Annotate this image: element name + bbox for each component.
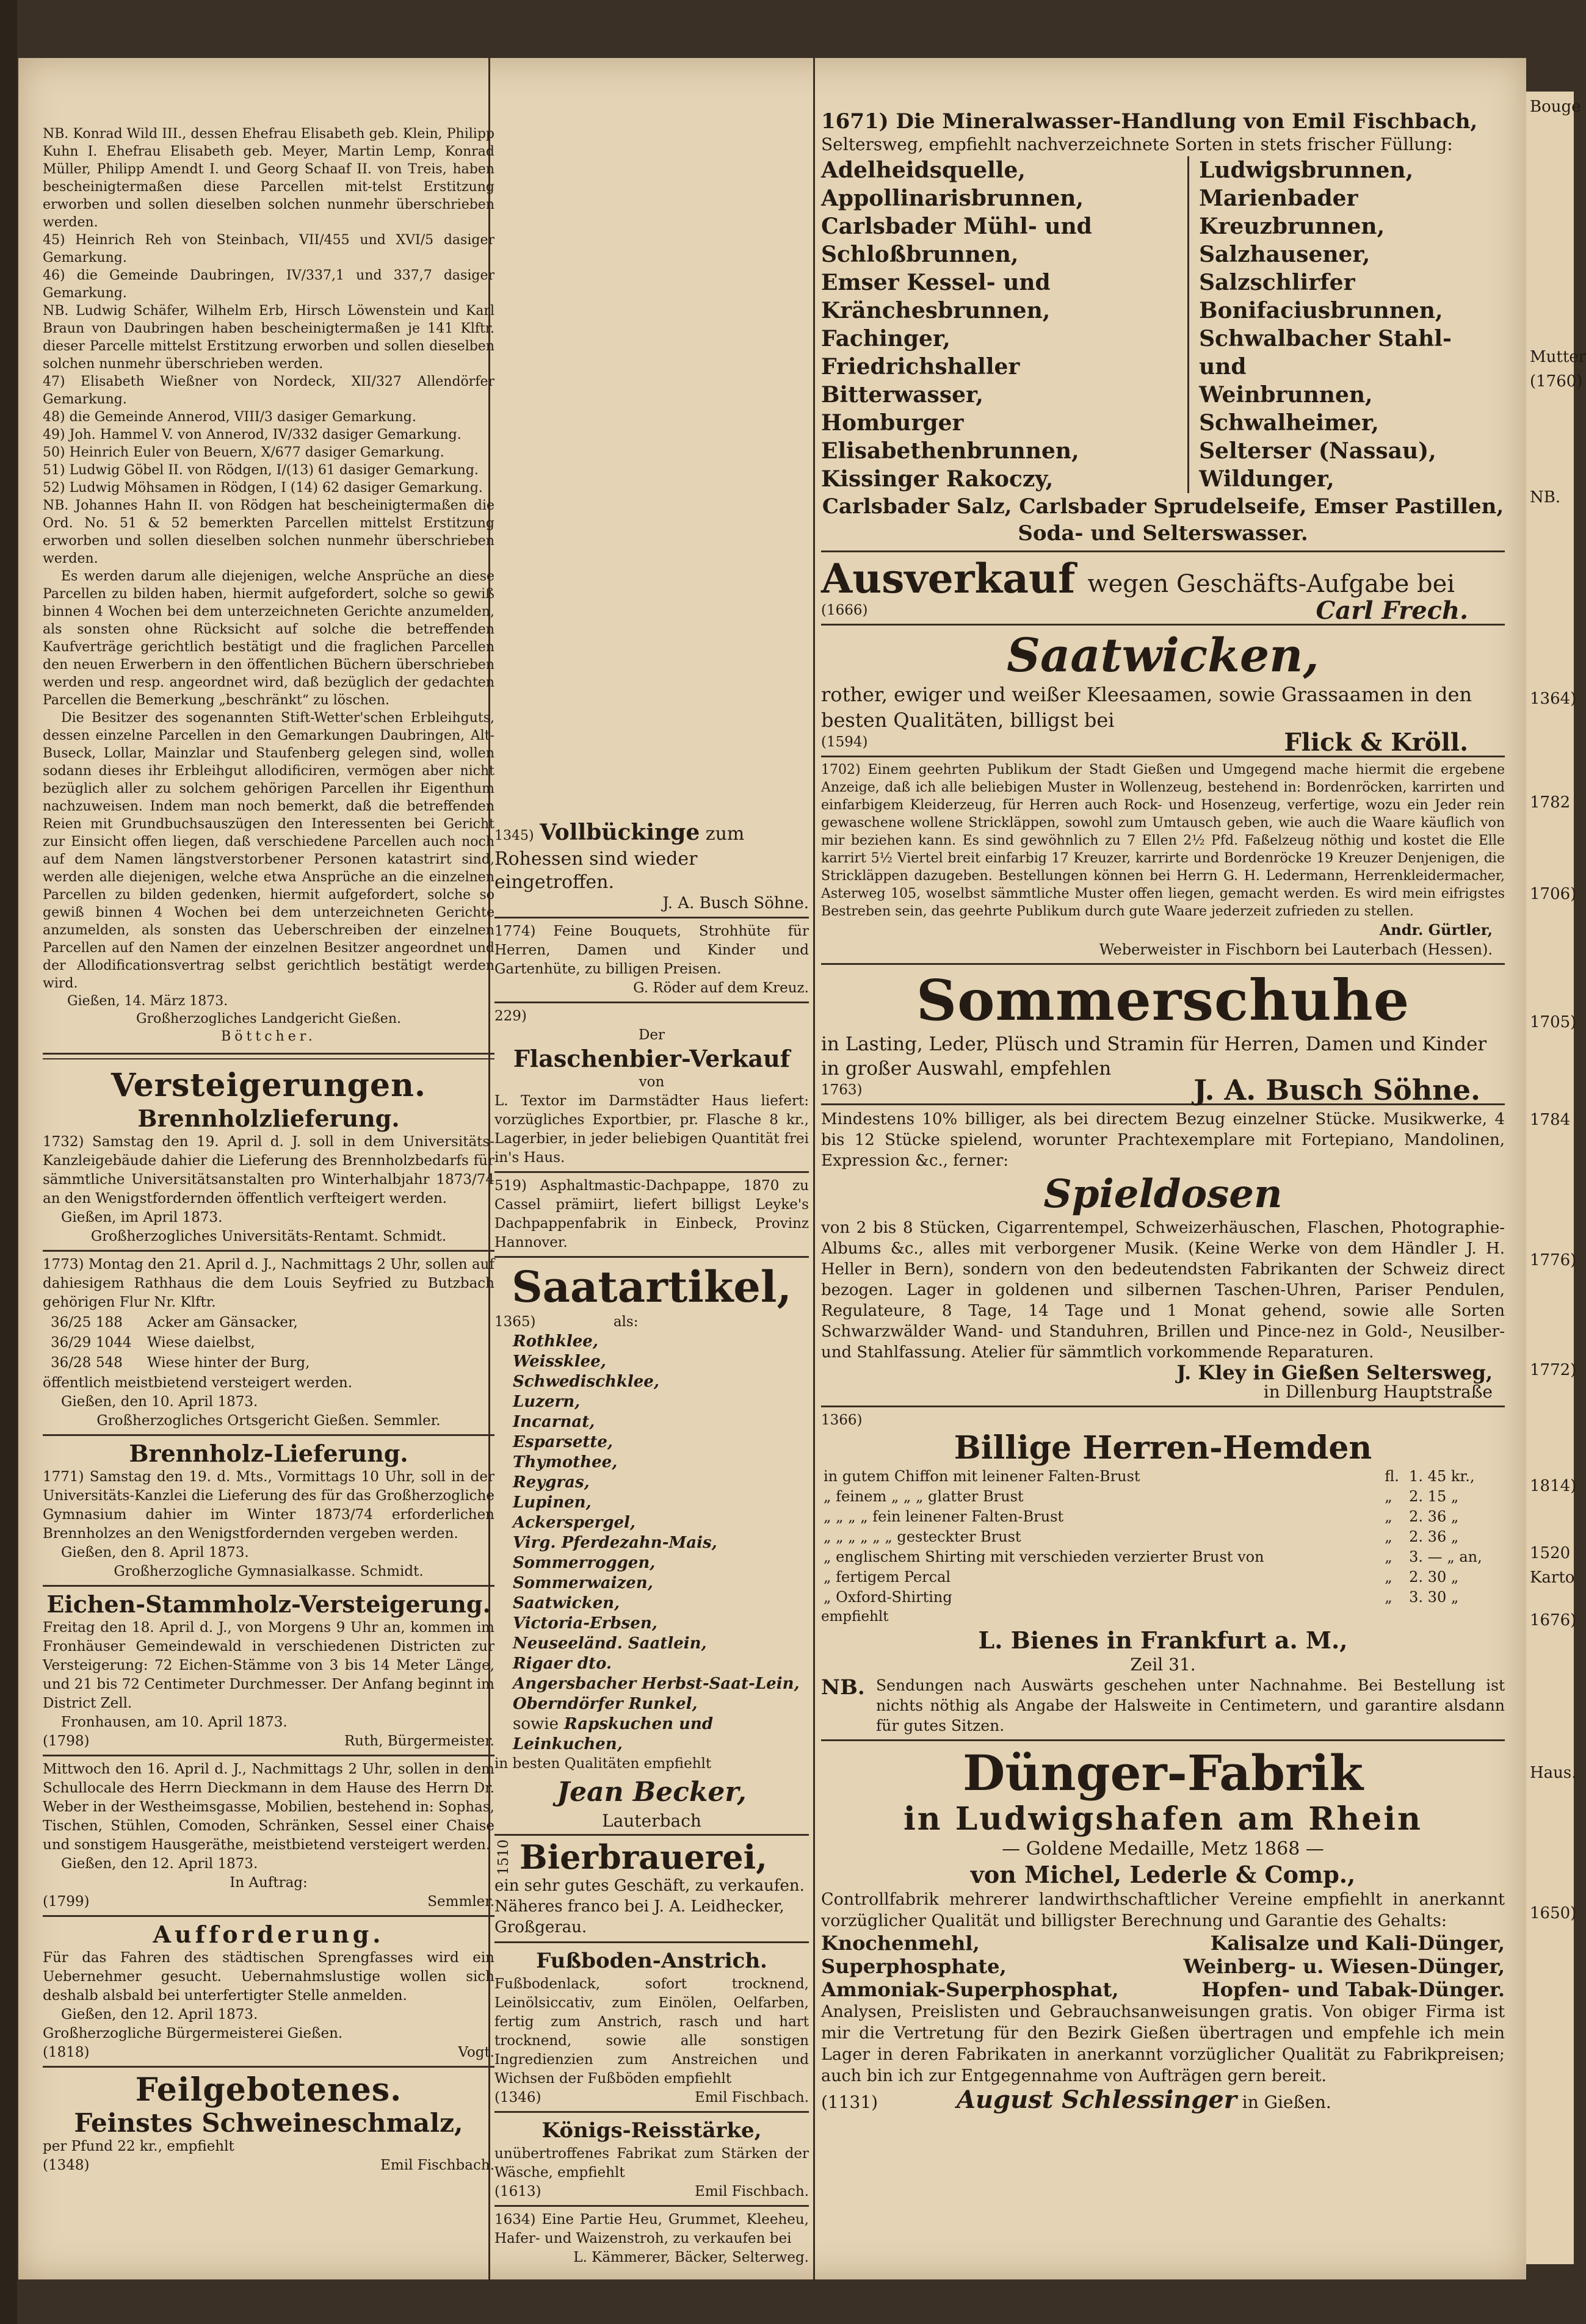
ad-date: Gießen, den 12. April 1873. — [61, 1856, 258, 1872]
ad-date: Gießen, den 10. April 1873. — [61, 1394, 258, 1410]
ad-saatartikel — [494, 1261, 809, 1836]
ad-sowie: sowie — [513, 1715, 559, 1733]
ad-subline: Seltersweg, empfiehlt nachverzeichnete Sorten in stets frischer Füllung: — [821, 134, 1453, 154]
folio-snippet: 1364) — [1530, 690, 1577, 708]
ad-date: Gießen, im April 1873. — [61, 1210, 223, 1225]
ad-header — [821, 556, 1505, 601]
item-price: 3. 30 „ — [1409, 1589, 1459, 1606]
list-item: Marienbader Kreuzbrunnen, — [1199, 186, 1385, 239]
item-currency: „ — [1385, 1548, 1392, 1565]
folio-snippet: Haus. — [1530, 1764, 1577, 1782]
ad-number: 1763) — [821, 1082, 863, 1098]
list-item: Ammoniak-Superphosphat, — [821, 1978, 1119, 2001]
list-item: Schwedischklee, — [513, 1373, 659, 1391]
ad-signature: Semmler. — [427, 1894, 494, 1910]
list-item: Superphosphate, — [821, 1955, 1007, 1978]
ad-tail: Analysen, Preislisten und Gebrauchsanweisungen gratis. Von obiger Firma ist mir die Vertretung für den Bezirk Gießen übertragen und empfehle ich mein Lager in deren Fabrikaten in anerkannt vorzüglicher Qualität zu Fabrikpreisen; auch bin ich zur Entgegennahme von Aufträgen gern bereit. — [821, 2002, 1505, 2085]
ad-subtitle: in Ludwigshafen am Rhein — [903, 1800, 1422, 1838]
list-item: Rapskuchen und Leinkuchen, — [513, 1715, 714, 1753]
ad-tail: Carlsbader Salz, Carlsbader Sprudelseife, Emser Pastillen, Soda- und Selterswasser. — [822, 494, 1504, 546]
ad-acker — [43, 1255, 494, 1436]
ad-signature: Großherzogliches Ortsgericht Gießen. Semmler. — [96, 1413, 441, 1429]
ad-signature: J. Kley in Gießen Seltersweg, — [1176, 1361, 1493, 1384]
list-item: Incarnat, — [513, 1413, 595, 1431]
ad-text: Freitag den 18. April d. J., von Morgens 9 Uhr an, kommen im Fronhäuser Gemeindewald in verschiedenen Districten zur Versteigerung: 72 Eichen-Stämme von 3 bis 14 Meter Länge, und 21 bis 72 Centimeter Durchmesser. Der Anfang beginnt im District Zell. — [43, 1620, 494, 1711]
ad-title: Brennholz-Lieferung. — [129, 1440, 408, 1467]
ad-als: als: — [613, 1314, 639, 1330]
ad-number: (1613) — [494, 2183, 541, 2200]
parcel-size: 188 — [96, 1315, 123, 1330]
ad-ausverkauf — [821, 556, 1505, 626]
list-item: Kissinger Rakoczy, — [821, 466, 1054, 492]
ad-text: 519) Asphaltmastic-Dachpappe, 1870 zu Cassel prämiirt, liefert billigst Leyke's Dachpappenfabrik in Einbeck, Provinz Hannover. — [494, 1178, 809, 1250]
fertilizer-list-left — [821, 1932, 1163, 2001]
price-table — [821, 1467, 1505, 1608]
list-item: Sommerroggen, — [513, 1554, 656, 1572]
ad-eichen — [43, 1590, 494, 1756]
list-item: Virg. Pferdezahn-Mais, — [513, 1534, 717, 1552]
table-row — [50, 1333, 310, 1352]
folio-snippet: 1520 — [1530, 1544, 1571, 1562]
list-item: Emser Kessel- und Kränchesbrunnen, — [821, 270, 1051, 323]
column-rule — [813, 58, 815, 2279]
ad-number: (1666) — [821, 602, 868, 618]
list-item: Ackerspergel, — [513, 1514, 635, 1532]
ad-place: Weberweister in Fischborn bei Lauterbach (Hessen). — [1099, 941, 1493, 958]
list-item: Angersbacher Herbst-Saat-Lein, — [513, 1675, 800, 1693]
item-price: 2. 36 „ — [1409, 1508, 1459, 1525]
ad-number-als — [494, 1313, 809, 1332]
table-row — [821, 1547, 1505, 1567]
ad-signature: J. A. Busch Söhne. — [662, 894, 809, 912]
ad-title: Brennholzlieferung. — [137, 1105, 400, 1132]
item-currency: „ — [1385, 1528, 1392, 1545]
folio-snippet: Mutter — [1530, 348, 1586, 366]
ad-signature: G. Röder auf dem Kreuz. — [633, 980, 809, 996]
list-item: Friedrichshaller Bitterwasser, — [821, 354, 1020, 408]
ad-number: (1348) — [43, 2157, 90, 2173]
list-item: Schwalheimer, — [1199, 410, 1379, 436]
folio-snippet: 1814) — [1530, 1477, 1577, 1495]
ad-footer — [821, 596, 1505, 625]
ad-nb — [821, 1675, 1505, 1736]
ad-number: (1799) — [43, 1894, 90, 1910]
item-price: 2. 15 „ — [1409, 1488, 1459, 1505]
legal-line: NB. Ludwig Schäfer, Wilhelm Erb, Hirsch Löwenstein und Karl Braun von Daubringen haben bescheinigtermaßen je 141 Klftr. dieser Parcelle mittelst Erstitzung erworben und sollen dieselben solchen nunmehr überschrieben werden. — [43, 303, 494, 372]
ad-headline: 1671) Die Mineralwasser-Handlung von Emil Fischbach, — [821, 109, 1478, 134]
ad-signature: Emil Fischbach. — [380, 2157, 494, 2173]
water-list-right — [1189, 156, 1505, 493]
ad-text: Für das Fahren des städtischen Sprengfasses wird ein Uebernehmer gesucht. Uebernahmslustige wollen sich deshalb alsbald bei unterfertigter Stelle anmelden. — [43, 1950, 494, 2004]
ad-title: Billige Herren-Hemden — [954, 1429, 1372, 1467]
ad-text: 1773) Montag den 21. April d. J., Nachmittags 2 Uhr, sollen auf dahiesigem Rathhaus die dem Louis Seyfried zu Butzbach gehörigen Flur Nr. Klftr. — [43, 1257, 494, 1310]
list-item: Fachinger, — [821, 326, 951, 352]
ad-footer — [43, 2043, 494, 2062]
parcel-desc: Wiese hinter der Burg, — [147, 1355, 310, 1371]
ad-asphalt — [494, 1177, 809, 1258]
ad-text: zum Rohessen sind wieder eingetroffen. — [494, 823, 745, 893]
item-desc: „ „ „ „ fein leinener Falten-Brust — [824, 1508, 1064, 1525]
ad-footer — [821, 728, 1505, 757]
ad-text: rother, ewiger und weißer Kleesaamen, sowie Grassaamen in den besten Qualitäten, billigst bei — [821, 683, 1472, 732]
legal-line: Es werden darum alle diejenigen, welche Ansprüche an diese Parcellen zu bilden haben, hiermit aufgefordert, solche so gewiß binnen 4 Wochen bei dem unterzeichneten Gerichte anzumelden, als sonsten ohne Rücksicht auf solche die betreffenden Kaufverträge gerichtlich bestätigt und die fraglichen Parcellen den neuen Erwerbern in den öffentlichen Büchern überschrieben werden und resp. angeordnet wird, daß bezüglich der gedachten Parcellen die Bemerkung „beschränkt“ zu löschen. — [43, 569, 494, 708]
column-right — [821, 110, 1505, 2279]
ad-title: Feinstes Schweineschmalz, — [74, 2108, 463, 2138]
parcel-size: 1044 — [96, 1335, 132, 1351]
list-item: Sommerwaizen, — [513, 1574, 653, 1592]
ad-text: Controllfabrik mehrerer landwirthschaftlicher Vereine empfiehlt in anerkannt vorzüglicher Qualität und billigster Berechnung und Garantie des Gehalts: — [821, 1890, 1505, 1930]
list-item: Oberndörfer Runkel, — [513, 1695, 698, 1713]
list-item: Thymothee, — [513, 1453, 618, 1471]
ad-brennholz-1 — [43, 1105, 494, 1252]
list-item: Weinbrunnen, — [1199, 382, 1373, 408]
ad-signature: Emil Fischbach. — [695, 2089, 809, 2106]
legal-notice — [43, 125, 494, 1045]
item-price: 2. 36 „ — [1409, 1528, 1459, 1545]
ad-signature: Großherzogliches Universitäts-Rentamt. Schmidt. — [90, 1229, 447, 1244]
ad-title: Eichen-Stammholz-Versteigerung. — [46, 1590, 491, 1618]
ad-address: Zeil 31. — [1130, 1655, 1196, 1675]
ad-von: von — [639, 1074, 665, 1090]
item-currency: „ — [1385, 1488, 1392, 1505]
folio-snippet: 1782 — [1530, 793, 1571, 812]
list-item: Selterser (Nassau), — [1199, 438, 1436, 464]
ad-title: Dünger-Fabrik — [962, 1744, 1364, 1802]
ad-number: 1510 — [496, 1839, 512, 1875]
ad-signature: August Schlessinger — [957, 2085, 1237, 2114]
ad-date: Gießen, den 12. April 1873. — [61, 2007, 258, 2023]
ad-text: 1774) Feine Bouquets, Strohhüte für Herren, Damen und Kinder und Gartenhüte, zu billigen Preisen. — [494, 923, 809, 977]
ad-medal: — Goldene Medaille, Metz 1868 — — [1002, 1838, 1324, 1860]
ad-reisstaerke — [494, 2116, 809, 2207]
table-row — [50, 1313, 310, 1332]
ad-signature: Flick & Kröll. — [1284, 728, 1468, 757]
ad-title: Saatartikel, — [512, 1261, 792, 1312]
legal-signature: Böttcher. — [221, 1029, 316, 1044]
ad-title: Aufforderung. — [153, 1921, 385, 1948]
ad-text: unübertroffenes Fabrikat zum Stärken der Wäsche, empfiehlt — [494, 2145, 809, 2181]
item-currency: fl. — [1385, 1468, 1399, 1485]
ad-spieldosen — [821, 1109, 1505, 1407]
legal-line: 48) die Gemeinde Annerod, VIII/3 dasiger Gemarkung. — [43, 410, 416, 425]
table-row — [821, 1567, 1505, 1587]
ad-footer — [43, 2156, 494, 2175]
ad-headline — [494, 821, 809, 894]
ad-footer — [494, 2182, 809, 2201]
list-item: Wildunger, — [1199, 466, 1334, 492]
ad-number: (1594) — [821, 734, 868, 750]
ad-text: L. Textor im Darmstädter Haus liefert: vorzügliches Exportbier, pr. Flasche 8 kr., Lagerbier, in jeder beliebigen Quantität frei in's Haus. — [494, 1093, 809, 1166]
table-row — [821, 1507, 1505, 1527]
ad-schweineschmalz — [43, 2109, 494, 2175]
ad-mobilien — [43, 1760, 494, 1917]
nb-text: Sendungen nach Auswärts geschehen unter Nachnahme. Bei Bestellung ist nichts nöthig als Angabe der Halsweite in Centimetern, und garantire alsdann für gutes Sitzen. — [876, 1676, 1505, 1734]
list-item: Salzhausener, — [1199, 242, 1371, 267]
adjacent-page-edge — [1526, 92, 1586, 2264]
item-desc: „ „ „ „ „ „ gesteckter Brust — [824, 1528, 1021, 1545]
ad-signature: Andr. Gürtler, — [1379, 921, 1493, 939]
nb-label: NB. — [821, 1675, 865, 1700]
list-item: Victoria-Erbsen, — [513, 1614, 657, 1633]
item-price: 2. 30 „ — [1409, 1568, 1459, 1586]
ad-place: in Dillenburg Hauptstraße — [1263, 1382, 1493, 1402]
folio-snippet: NB. — [1530, 488, 1561, 507]
parcel-no: 36/25 — [51, 1315, 92, 1330]
section-title-versteigerungen: Versteigerungen. — [111, 1067, 426, 1104]
ad-duenger-fabrik — [821, 1745, 1505, 2116]
ad-number: 1345) — [494, 828, 534, 843]
parcel-table — [49, 1312, 311, 1374]
folio-snippet: Bouge — [1530, 98, 1581, 116]
folio-snippet: 1784 — [1530, 1111, 1571, 1129]
column-left — [43, 125, 494, 2279]
folio-snippet: 1705) — [1530, 1013, 1577, 1031]
folio-snippet: 1772) — [1530, 1361, 1577, 1379]
list-item: Rothklee, — [513, 1332, 598, 1351]
list-item: Carlsbader Mühl- und — [821, 214, 1092, 239]
legal-line: 45) Heinrich Reh von Steinbach, VII/455 und XVI/5 dasiger Gemarkung. — [43, 233, 494, 265]
legal-line: NB. Konrad Wild III., dessen Ehefrau Elisabeth geb. Klein, Philipp Kuhn I. Ehefrau Elisabeth geb. Meyer, Martin Lemp, Konrad Müller, Philipp Amendt I. und Georg Schaaf II. von Treis, haben bescheinigtermaßen diese Parcellen mit-telst Erstitzung erworben und sollen dieselben solchen nunmehr überschrieben werden. — [43, 126, 494, 230]
column-middle — [494, 821, 809, 2279]
ad-signature: L. Kämmerer, Bäcker, Selterweg. — [573, 2249, 809, 2265]
ad-empfiehlt: empfiehlt — [821, 1609, 889, 1625]
ad-signature: L. Bienes in Frankfurt a. M., — [978, 1626, 1348, 1654]
ad-signature: Vogt. — [458, 2044, 494, 2060]
ad-text: in Lasting, Leder, Plüsch und Stramin für Herren, Damen und Kinder in großer Auswahl, empfehlen — [821, 1033, 1487, 1080]
list-item: Homburger Elisabethenbrunnen, — [821, 410, 1079, 464]
ad-text: wegen Geschäfts-Aufgabe bei — [1087, 570, 1455, 598]
item-currency: „ — [1385, 1508, 1392, 1525]
ad-text: 1634) Eine Partie Heu, Grummet, Kleeheu, Hafer- und Waizenstroh, zu verkaufen bei — [494, 2211, 809, 2246]
ad-text: öffentlich meistbietend versteigert werden. — [43, 1375, 353, 1391]
divider — [43, 1053, 494, 1059]
water-list-left — [821, 156, 1189, 493]
ad-vollbueckinge — [494, 821, 809, 918]
ad-number: (1131) — [821, 2092, 878, 2112]
legal-line: 46) die Gemeinde Daubringen, IV/337,1 und 337,7 dasiger Gemarkung. — [43, 268, 494, 301]
ad-signature: Emil Fischbach. — [695, 2183, 809, 2200]
ad-signature: Carl Frech. — [1316, 596, 1468, 625]
item-currency: „ — [1385, 1568, 1392, 1586]
ad-text: Mittwoch den 16. April d. J., Nachmittags 2 Uhr, sollen in dem Schullocale des Herrn Dieckmann in dem Hause des Herrn Dr. Weber in der Westheimsgasse, Mobilien, bestehend in: Sophas, Tischen, Stühlen, Comoden, Schränken, Sessel einer Chaise und sonstigem Hausgeräthe, meistbietend versteigert werden. — [43, 1761, 494, 1853]
legal-line: 47) Elisabeth Wießner von Nordeck, XII/327 Allendörfer Gemarkung. — [43, 374, 494, 407]
ad-fussboden — [494, 1947, 809, 2113]
list-item: Neuseeländ. Saatlein, — [513, 1634, 707, 1653]
folio-snippet: 1676) — [1530, 1611, 1577, 1629]
item-desc: „ fertigem Percal — [824, 1568, 951, 1586]
ad-place: in Gießen. — [1242, 2092, 1331, 2112]
list-item: Hopfen- und Tabak-Dünger. — [1201, 1978, 1505, 2001]
list-item: Schwalbacher Stahl- und — [1199, 326, 1452, 380]
water-list — [821, 156, 1505, 493]
ad-aufforderung — [43, 1921, 494, 2068]
ad-title: Saatwicken, — [1007, 628, 1319, 682]
ad-signature: J. A. Busch Söhne. — [1193, 1074, 1480, 1106]
ad-signature: Großherzogliche Gymnasialkasse. Schmidt. — [114, 1564, 424, 1579]
parcel-desc: Wiese daielbst, — [147, 1335, 255, 1351]
folio-snippet: 1650) — [1530, 1904, 1577, 1922]
list-item: Ludwigsbrunnen, — [1199, 157, 1414, 183]
ad-signature: Ruth, Bürgermeister. — [344, 1733, 494, 1749]
item-desc: in gutem Chiffon mit leinener Falten-Brust — [824, 1468, 1140, 1485]
ad-signature: Jean Becker, — [557, 1777, 747, 1808]
fertilizer-list-right — [1163, 1932, 1505, 2001]
ad-number: (1818) — [43, 2044, 90, 2060]
ad-number: (1798) — [43, 1733, 90, 1749]
ad-title: Sommerschuhe — [916, 967, 1410, 1033]
ad-place: Lauterbach — [602, 1811, 701, 1831]
ad-bierbrauerei — [494, 1839, 809, 1943]
ad-title: Flaschenbier-Verkauf — [513, 1045, 791, 1072]
list-item: Kalisalze und Kali-Dünger, — [1210, 1932, 1505, 1955]
ad-wollenzeug — [821, 761, 1505, 965]
legal-line: Die Besitzer des sogenannten Stift-Wetter'schen Erbleihguts, dessen einzelne Parcellen in den Gemarkungen Daubringen, Alt-Buseck, Lollar, Mainzlar und Staufenberg gelegen sind, wollen sodann dieses ihr Erbleihgut allodificiren, vermögen aber nicht bezüglich aller zu solchem gehörigen Parcellen ihr Eigenthum nachzuweisen. Indem man noch bemerkt, daß die betreffenden Reien mit Grundbuchsauszügen den Interessenten bei Gericht zur Einsicht offen liegen, daß verschiedene Parcellen auch noch auf dem Namen längstverstorbener Personen katastrirt sind, werden alle diejenigen, welche etwa Ansprüche an die einzelnen Parcellen zu bilden gedenken, hiermit aufgefordert, solche so gewiß binnen 4 Wochen bei dem unterzeichneten Gerichte anzumelden, als sonsten das Ueberschreiben der einzelnen Parcellen auf den Namen der einzelnen Besitzer angeordnet und der Allodificationsvertrag selbst gerichtlich bestätigt werden wird. — [43, 710, 494, 991]
ad-footer — [821, 1074, 1505, 1106]
ad-footer — [43, 1732, 494, 1751]
parcel-size: 548 — [96, 1355, 123, 1371]
ad-footer — [494, 2088, 809, 2107]
table-row — [821, 1527, 1505, 1547]
list-item: Esparsette, — [513, 1433, 613, 1451]
list-item: Weinberg- u. Wiesen-Dünger, — [1183, 1955, 1505, 1978]
ad-text: ein sehr gutes Geschäft, zu verkaufen. Näheres franco bei J. A. Leidhecker, Großgerau. — [494, 1876, 805, 1936]
ad-firm: von Michel, Lederle & Comp., — [970, 1861, 1356, 1888]
item-desc: „ feinem „ „ „ glatter Brust — [824, 1488, 1024, 1505]
ad-header — [494, 1839, 809, 1875]
ad-text: 1732) Samstag den 19. April d. J. soll in dem Universitäts-Kanzleigebäude dahier die Lieferung des Brennholzbedarfs für sämmtliche Universitätsanstalten pro Winterhalbjahr 1873/74 an den Wenigstfordernden öffentlich verfteigert werden. — [43, 1134, 494, 1207]
ad-heu — [494, 2210, 809, 2267]
ad-date: Gießen, den 8. April 1873. — [61, 1545, 249, 1561]
table-row — [50, 1354, 310, 1373]
list-item: Salzschlirfer Bonifaciusbrunnen, — [1199, 270, 1443, 323]
table-row — [821, 1487, 1505, 1507]
ad-brennholz-2 — [43, 1440, 494, 1587]
newspaper-page — [18, 58, 1526, 2279]
ad-office: Großherzogliche Bürgermeisterei Gießen. — [43, 2026, 343, 2041]
list-item: Reygras, — [513, 1473, 590, 1492]
ad-saatwicken — [821, 629, 1505, 757]
table-row — [821, 1587, 1505, 1608]
parcel-desc: Acker am Gänsacker, — [147, 1315, 298, 1330]
folio-snippet: 1776) — [1530, 1251, 1577, 1269]
ad-title: Spieldosen — [1043, 1171, 1283, 1217]
ad-number: 1366) — [821, 1412, 863, 1428]
ad-title: Ausverkauf — [821, 555, 1076, 602]
ad-number: 229) — [494, 1008, 527, 1024]
item-price: 1. 45 kr., — [1409, 1468, 1475, 1485]
ad-title: Fußboden-Anstrich. — [536, 1948, 767, 1973]
ad-title: Bierbrauerei, — [520, 1838, 767, 1877]
ad-text: per Pfund 22 kr., empfiehlt — [43, 2138, 234, 2154]
folio-snippet: 1706) — [1530, 885, 1577, 903]
item-desc: „ Oxford-Shirting — [824, 1589, 952, 1606]
ad-text: Fußbodenlack, sofort trocknend, Leinölsiccativ, zum Einölen, Oelfarben, fertig zum Anstrich, rasch und hart trocknend, sowie alle sonstigen Ingredienzien zum Anstreichen und Wichsen der Fußböden empfiehlt — [494, 1976, 809, 2087]
book-binding-edge — [0, 0, 17, 2324]
list-item: Saatwicken, — [513, 1594, 620, 1612]
ad-title: Königs-Reisstärke, — [541, 2118, 762, 2143]
ad-bouquets — [494, 922, 809, 1003]
ad-text: von 2 bis 8 Stücken, Cigarrentempel, Schweizerhäuschen, Flaschen, Photographie-Albums &c., alles mit verborgener Musik. (Keine Werke von dem Händler J. H. Heller in Bern), sondern von den bedeutendsten Fabrikanten der Schweiz direct bezogen. Lager in goldenen und silbernen Taschen-Uhren, Pariser Pendulen, Regulateure, 8 Tage, 14 Tage und 1 Monat gehend, sowie alle Sorten Schwarzwälder Wand- und Standuhren, Brillen und Pince-nez in Gold-, Neusilber- und Stahlfassung. Atelier für sämmtlich vorkommende Reparaturen. — [821, 1219, 1505, 1362]
list-item: Weissklee, — [513, 1352, 606, 1371]
folio-snippet: (1760) — [1530, 372, 1583, 391]
legal-date: Gießen, 14. März 1873. — [67, 994, 228, 1009]
ad-title: Vollbückinge — [540, 820, 700, 845]
list-item: Rigaer dto. — [513, 1655, 612, 1673]
ad-number: 1365) — [494, 1314, 536, 1330]
item-price: 3. — „ an, — [1409, 1548, 1482, 1565]
legal-line: NB. Johannes Hahn II. von Rödgen hat bescheinigtermaßen die Ord. No. 51 & 52 bemerkten Parcellen mittelst Erstitzung erworben und sollen dieselben solchen nunmehr überschrieben werden. — [43, 498, 494, 566]
list-item: Luzern, — [513, 1393, 581, 1411]
ad-text: 1771) Samstag den 19. d. Mts., Vormittags 10 Uhr, soll in der Universitäts-Kanzlei die Lieferung des für das Großherzogliche Gymnasium dahier im Winter 1873/74 erforderlichen Brennholzes an den Wenigstfordernden vergeben werden. — [43, 1469, 494, 1542]
ad-intro: Mindestens 10% billiger, als bei directem Bezug einzelner Stücke. Musikwerke, 4 bis 12 Stücke spielend, worunter Prachtexemplare mit Fortepiano, Mandolinen, Expression &c., ferner: — [821, 1110, 1505, 1170]
section-title-feilgebotenes: Feilgebotenes. — [135, 2071, 402, 2109]
fertilizer-list — [821, 1932, 1505, 2001]
ad-text: in besten Qualitäten empfiehlt — [494, 1756, 712, 1772]
list-item: Adelheidsquelle, — [821, 157, 1026, 183]
parcel-no: 36/29 — [51, 1335, 92, 1351]
list-item: Knochenmehl, — [821, 1932, 980, 1955]
seed-list — [494, 1332, 809, 1755]
list-item: Schloßbrunnen, — [821, 242, 1019, 267]
ad-number: (1346) — [494, 2089, 541, 2106]
ad-mineralwasser — [821, 110, 1505, 552]
legal-line: 49) Joh. Hammel V. von Annerod, IV/332 dasiger Gemarkung. — [43, 427, 462, 442]
ad-date: Fronhausen, am 10. April 1873. — [61, 1714, 288, 1730]
ad-der: Der — [638, 1027, 665, 1043]
ad-sommerschuhe — [821, 969, 1505, 1105]
ad-footer — [43, 1893, 494, 1911]
list-item: Appollinarisbrunnen, — [821, 186, 1084, 211]
legal-line: 51) Ludwig Göbel II. von Rödgen, I/(13) 61 dasiger Gemarkung. — [43, 463, 479, 478]
legal-line: 52) Ludwig Möhsamen in Rödgen, I (14) 62 dasiger Gemarkung. — [43, 480, 483, 496]
ad-auftrag: In Auftrag: — [230, 1875, 308, 1891]
list-item: Lupinen, — [513, 1493, 592, 1512]
item-desc: „ englischem Shirting mit verschieden verzierter Brust von — [824, 1548, 1264, 1565]
list-item-last — [513, 1714, 809, 1755]
legal-line: 50) Heinrich Euler von Beuern, X/677 dasiger Gemarkung. — [43, 445, 444, 460]
legal-court: Großherzogliches Landgericht Gießen. — [136, 1011, 401, 1027]
ad-flaschenbier — [494, 1007, 809, 1173]
table-row — [821, 1467, 1505, 1487]
parcel-no: 36/28 — [51, 1355, 92, 1371]
item-currency: „ — [1385, 1589, 1392, 1606]
ad-text: 1702) Einem geehrten Publikum der Stadt Gießen und Umgegend mache hiermit die ergebene Anzeige, daß ich alle beliebigen Muster in Wollenzeug, bestehend in: Bordenröcken, karrirten und einfarbigem Kleiderzeug, für Herren auch Rock- und Hosenzeug, verfertige, wozu ein Jeder rein gewaschene wollene Strickläppen, sowohl zum Umtausch geben, wie auch die Waare käuflich von mir beziehen kann. Es sind gewöhnlich zu 7 Ellen 2½ Pfd. Faßelzeug nöthig und kostet die Elle karrirt 5½ Viertel breit einfarbig 17 Kreuzer, karrirte und Bordenröcke 19 Kreuzer Denjenigen, die Strickläppen dazugeben. Bestellungen können bei Herrn G. H. Ledermann, Herrenkleidermacher, Asterweg 105, woselbst sämmtliche Muster offen liegen, gemacht werden. Es wird mein eifrigstes Bestreben sein, das geehrte Publikum durch gute Waare jederzeit zufrieden zu stellen. — [821, 762, 1505, 919]
folio-snippet: Karto — [1530, 1568, 1575, 1587]
ad-footer — [821, 2087, 1505, 2116]
ad-herrenhemden — [821, 1411, 1505, 1741]
